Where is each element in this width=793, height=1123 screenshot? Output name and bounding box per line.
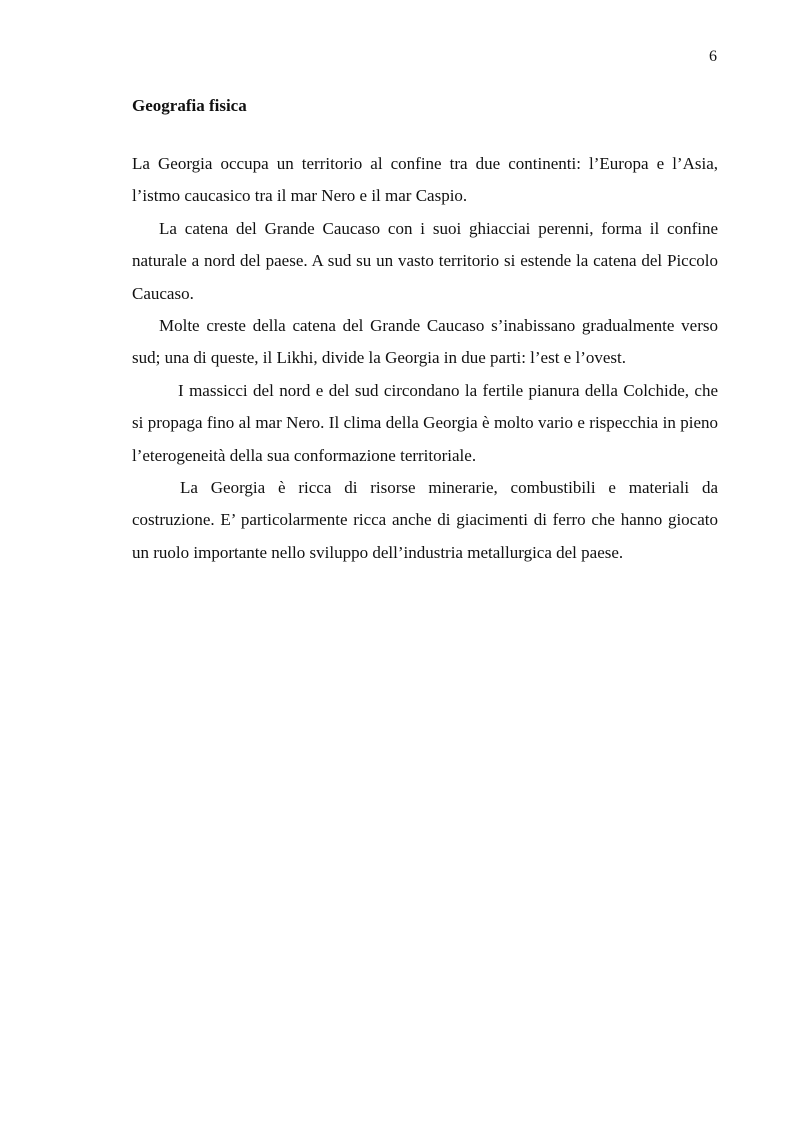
paragraph-3: Molte creste della catena del Grande Caucaso s’inabissano gradualmente verso sud; una di queste, il Likhi, divide la Georgia in due parti: l’est e l’ovest.	[132, 316, 718, 368]
paragraph-4: I massicci del nord e del sud circondano la fertile pianura della Colchide, che si propaga fino al mar Nero. Il clima della Georgia è molto vario e rispecchia in pieno l’eterogeneità della sua conformazione territoriale.	[132, 380, 718, 465]
paragraph-5: La Georgia è ricca di risorse minerarie, combustibili e materiali da costruzione. E’ particolarmente ricca anche di giacimenti di ferro che hanno giocato un ruolo importante nello sviluppo dell’industria metallurgica del paese.	[132, 478, 718, 562]
section-heading: Geografia fisica	[132, 96, 247, 115]
paragraph-2: La catena del Grande Caucaso con i suoi ghiacciai perenni, forma il confine naturale a nord del paese. A sud su un vasto territorio si estende la catena del Piccolo Caucaso.	[132, 218, 718, 303]
paragraph-1: La Georgia occupa un territorio al confine tra due continenti: l’Europa e l’Asia, l’istmo caucasico tra il mar Nero e il mar Caspio.	[132, 154, 718, 206]
page-number: 6	[709, 48, 717, 65]
body-text	[132, 148, 718, 569]
